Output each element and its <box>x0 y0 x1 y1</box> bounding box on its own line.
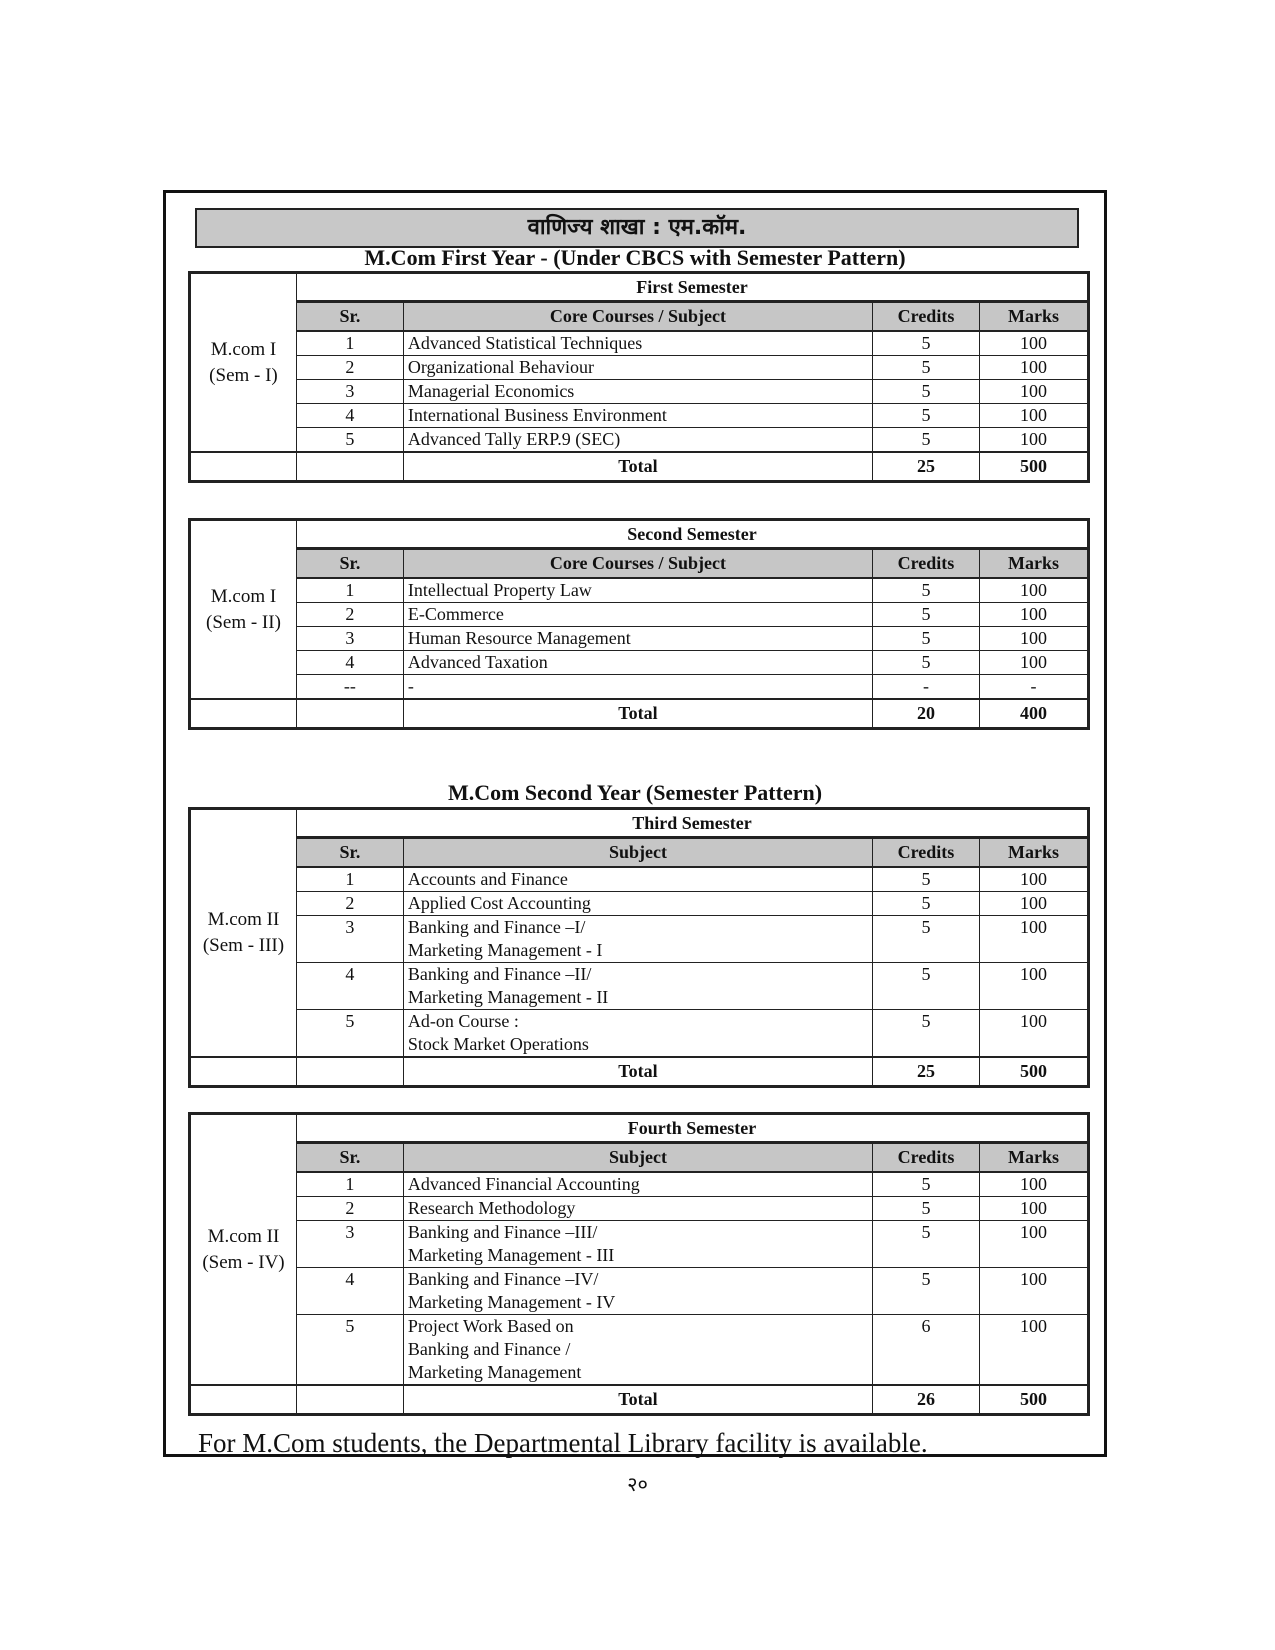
table-row <box>190 578 1089 603</box>
cell-subject-line2: Stock Market Operations <box>407 1034 589 1054</box>
semester-title: Fourth Semester <box>296 1114 1088 1143</box>
col-header-marks: Marks <box>979 549 1088 579</box>
total-blank-cell <box>296 1385 403 1415</box>
col-header-sr: Sr. <box>296 838 403 868</box>
second-year-heading: M.Com Second Year (Semester Pattern) <box>447 780 823 805</box>
cell-subject: Advanced Statistical Techniques <box>403 331 872 356</box>
cell-sr: 3 <box>296 380 403 404</box>
cell-marks: 100 <box>979 1197 1088 1221</box>
cell-marks: 100 <box>979 603 1088 627</box>
cell-sr: 2 <box>296 603 403 627</box>
table-row <box>190 1221 1089 1268</box>
cell-sr: 4 <box>296 404 403 428</box>
total-blank-cell <box>296 1057 403 1087</box>
cell-marks: 100 <box>979 1315 1088 1386</box>
cell-sr: 1 <box>296 867 403 892</box>
cell-marks: 100 <box>979 578 1088 603</box>
table-row <box>190 603 1089 627</box>
table-row <box>190 428 1089 453</box>
cell-sr: 5 <box>296 1010 403 1058</box>
semester-table-2 <box>188 518 1090 730</box>
cell-credits: 6 <box>873 1315 980 1386</box>
col-header-sr: Sr. <box>296 549 403 579</box>
semester-label-line2: (Sem - II) <box>206 611 281 633</box>
cell-credits: 5 <box>873 380 980 404</box>
table-row <box>190 675 1089 700</box>
cell-subject <box>403 1315 872 1386</box>
cell-credits: 5 <box>873 356 980 380</box>
table-row <box>190 380 1089 404</box>
total-row <box>190 1385 1089 1415</box>
col-header-subject: Core Courses / Subject <box>403 302 872 332</box>
cell-sr: 2 <box>296 892 403 916</box>
cell-subject-line2: Marketing Management - IV <box>407 1292 616 1312</box>
cell-marks: 100 <box>979 867 1088 892</box>
table-row <box>190 356 1089 380</box>
cell-marks: 100 <box>979 627 1088 651</box>
page-number: २० <box>627 1472 648 1496</box>
total-blank-cell <box>296 452 403 482</box>
total-blank-cell <box>190 699 297 729</box>
col-header-credits: Credits <box>873 838 980 868</box>
cell-credits: 5 <box>873 963 980 1010</box>
semester-label <box>190 273 297 453</box>
total-credits: 25 <box>873 1057 980 1087</box>
cell-subject-line1: Research Methodology <box>407 1198 576 1218</box>
total-credits: 20 <box>873 699 980 729</box>
cell-subject-line1: Banking and Finance –III/ <box>407 1222 598 1242</box>
semester-label-line1: M.com II <box>207 1225 280 1247</box>
total-row <box>190 1057 1089 1087</box>
cell-subject: International Business Environment <box>403 404 872 428</box>
first-year-heading: M.Com First Year - (Under CBCS with Semester Pattern) <box>364 245 906 270</box>
total-label: Total <box>403 1057 872 1087</box>
total-marks: 500 <box>979 452 1088 482</box>
total-label: Total <box>403 452 872 482</box>
cell-marks: 100 <box>979 356 1088 380</box>
cell-marks: - <box>979 675 1088 700</box>
cell-subject: Advanced Taxation <box>403 651 872 675</box>
cell-sr: 5 <box>296 1315 403 1386</box>
cell-marks: 100 <box>979 380 1088 404</box>
cell-subject-line1: Accounts and Finance <box>407 869 568 889</box>
table-row <box>190 651 1089 675</box>
cell-subject-line1: Project Work Based on <box>407 1316 574 1336</box>
cell-sr: 3 <box>296 916 403 963</box>
col-header-marks: Marks <box>979 302 1088 332</box>
cell-sr: 2 <box>296 356 403 380</box>
cell-marks: 100 <box>979 963 1088 1010</box>
total-blank-cell <box>190 1385 297 1415</box>
col-header-credits: Credits <box>873 549 980 579</box>
total-marks: 500 <box>979 1057 1088 1087</box>
total-row <box>190 452 1089 482</box>
cell-subject: Managerial Economics <box>403 380 872 404</box>
cell-sr: 3 <box>296 627 403 651</box>
col-header-subject: Subject <box>403 838 872 868</box>
cell-sr: 3 <box>296 1221 403 1268</box>
cell-sr: 2 <box>296 1197 403 1221</box>
semester-label-line1: M.com I <box>210 338 277 360</box>
table-row <box>190 1172 1089 1197</box>
cell-marks: 100 <box>979 331 1088 356</box>
col-header-marks: Marks <box>979 1143 1088 1173</box>
total-label: Total <box>403 699 872 729</box>
cell-subject <box>403 963 872 1010</box>
cell-credits: 5 <box>873 1172 980 1197</box>
cell-marks: 100 <box>979 1268 1088 1315</box>
table-row <box>190 963 1089 1010</box>
cell-marks: 100 <box>979 916 1088 963</box>
total-credits: 26 <box>873 1385 980 1415</box>
cell-sr: 4 <box>296 1268 403 1315</box>
cell-subject <box>403 1197 872 1221</box>
col-header-sr: Sr. <box>296 1143 403 1173</box>
cell-credits: 5 <box>873 428 980 453</box>
semester-title: Third Semester <box>296 809 1088 838</box>
table-row <box>190 916 1089 963</box>
total-blank-cell <box>190 452 297 482</box>
cell-subject <box>403 1010 872 1058</box>
cell-subject <box>403 916 872 963</box>
col-header-credits: Credits <box>873 302 980 332</box>
cell-marks: 100 <box>979 404 1088 428</box>
total-marks: 400 <box>979 699 1088 729</box>
total-blank-cell <box>296 699 403 729</box>
cell-subject <box>403 1172 872 1197</box>
semester-label-line1: M.com I <box>210 585 277 607</box>
cell-subject-line1: Applied Cost Accounting <box>407 893 591 913</box>
cell-credits: 5 <box>873 867 980 892</box>
cell-marks: 100 <box>979 1221 1088 1268</box>
cell-marks: 100 <box>979 651 1088 675</box>
col-header-marks: Marks <box>979 838 1088 868</box>
cell-sr: 1 <box>296 578 403 603</box>
table-row <box>190 331 1089 356</box>
cell-credits: 5 <box>873 331 980 356</box>
total-marks: 500 <box>979 1385 1088 1415</box>
cell-subject <box>403 892 872 916</box>
cell-credits: 5 <box>873 404 980 428</box>
cell-marks: 100 <box>979 892 1088 916</box>
cell-subject: - <box>403 675 872 700</box>
semester-label <box>190 809 297 1058</box>
cell-sr: 4 <box>296 651 403 675</box>
cell-subject-line2: Banking and Finance / <box>407 1339 571 1359</box>
cell-credits: - <box>873 675 980 700</box>
cell-subject: Advanced Tally ERP.9 (SEC) <box>403 428 872 453</box>
table-row <box>190 1268 1089 1315</box>
semester-table-1 <box>188 271 1090 483</box>
cell-credits: 5 <box>873 1010 980 1058</box>
table-row <box>190 404 1089 428</box>
col-header-sr: Sr. <box>296 302 403 332</box>
branch-banner: वाणिज्य शाखा : एम.कॉम. <box>195 208 1079 248</box>
cell-marks: 100 <box>979 1172 1088 1197</box>
total-credits: 25 <box>873 452 980 482</box>
semester-label-line2: (Sem - III) <box>202 935 285 956</box>
cell-credits: 5 <box>873 578 980 603</box>
total-label: Total <box>403 1385 872 1415</box>
cell-credits: 5 <box>873 916 980 963</box>
semester-table-4 <box>188 1112 1090 1416</box>
cell-subject-line3: Marketing Management <box>407 1362 582 1382</box>
semester-label <box>190 520 297 700</box>
cell-subject: Organizational Behaviour <box>403 356 872 380</box>
table-row <box>190 1197 1089 1221</box>
cell-credits: 5 <box>873 1268 980 1315</box>
semester-label <box>190 1114 297 1386</box>
library-footnote: For M.Com students, the Departmental Library facility is available. <box>198 1428 928 1458</box>
semester-table-3 <box>188 807 1090 1088</box>
col-header-subject: Core Courses / Subject <box>403 549 872 579</box>
cell-subject-line2: Marketing Management - I <box>407 940 603 960</box>
cell-sr: 1 <box>296 1172 403 1197</box>
semester-label-line2: (Sem - IV) <box>202 1251 285 1273</box>
total-row <box>190 699 1089 729</box>
cell-sr: 4 <box>296 963 403 1010</box>
cell-subject-line1: Banking and Finance –I/ <box>407 917 586 937</box>
cell-subject-line1: Banking and Finance –IV/ <box>407 1269 599 1289</box>
cell-credits: 5 <box>873 892 980 916</box>
table-row <box>190 1010 1089 1058</box>
semester-title: First Semester <box>296 273 1088 302</box>
cell-credits: 5 <box>873 627 980 651</box>
cell-subject-line2: Marketing Management - II <box>407 987 609 1007</box>
table-row <box>190 867 1089 892</box>
table-row <box>190 1315 1089 1386</box>
cell-subject <box>403 867 872 892</box>
cell-marks: 100 <box>979 1010 1088 1058</box>
semester-title: Second Semester <box>296 520 1088 549</box>
cell-subject <box>403 1221 872 1268</box>
cell-subject-line2: Marketing Management - III <box>407 1245 615 1265</box>
cell-credits: 5 <box>873 603 980 627</box>
cell-subject-line1: Ad-on Course : <box>407 1011 519 1031</box>
cell-credits: 5 <box>873 1221 980 1268</box>
col-header-subject: Subject <box>403 1143 872 1173</box>
col-header-credits: Credits <box>873 1143 980 1173</box>
cell-subject-line1: Banking and Finance –II/ <box>407 964 592 984</box>
cell-subject: E-Commerce <box>403 603 872 627</box>
table-row <box>190 627 1089 651</box>
cell-subject: Human Resource Management <box>403 627 872 651</box>
cell-subject <box>403 1268 872 1315</box>
cell-credits: 5 <box>873 1197 980 1221</box>
cell-credits: 5 <box>873 651 980 675</box>
semester-label-line1: M.com II <box>207 909 280 930</box>
total-blank-cell <box>190 1057 297 1087</box>
cell-sr: 5 <box>296 428 403 453</box>
table-row <box>190 892 1089 916</box>
semester-label-line2: (Sem - I) <box>209 364 278 386</box>
cell-subject: Intellectual Property Law <box>403 578 872 603</box>
cell-marks: 100 <box>979 428 1088 453</box>
cell-sr: 1 <box>296 331 403 356</box>
cell-subject-line1: Advanced Financial Accounting <box>407 1174 640 1194</box>
cell-sr: -- <box>296 675 403 700</box>
